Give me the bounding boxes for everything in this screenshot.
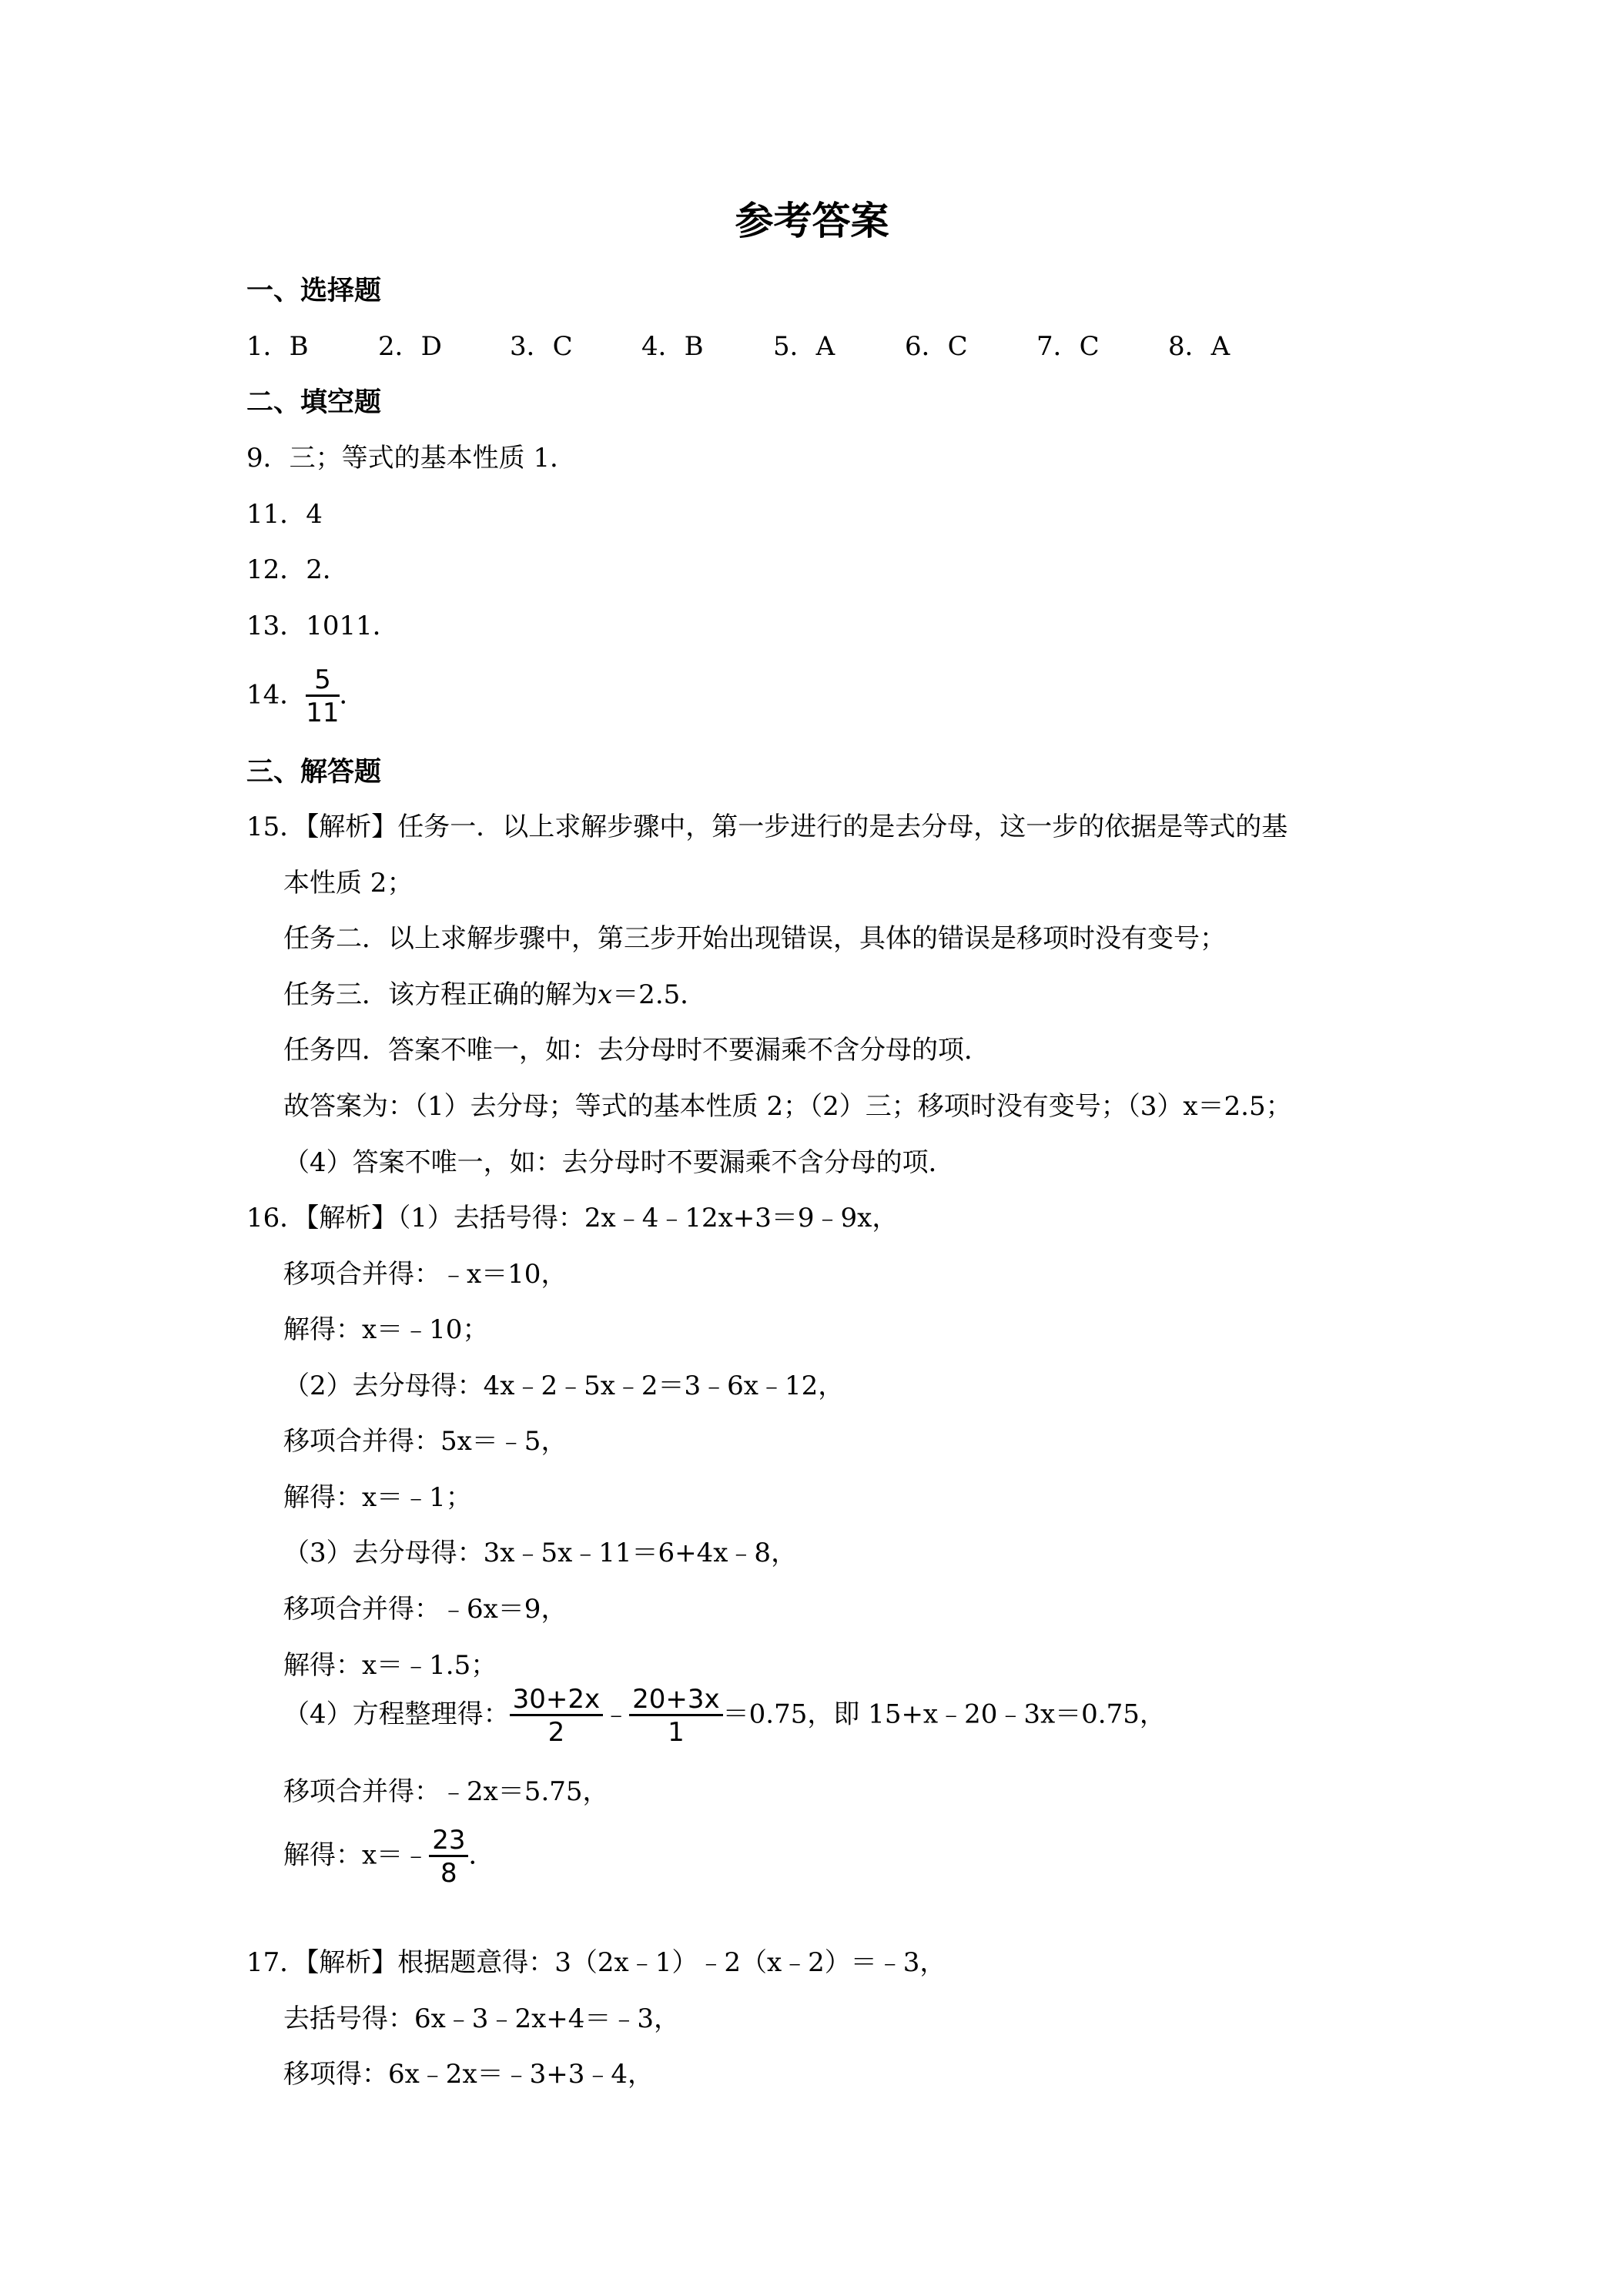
answer-q13: 13．1011． xyxy=(246,611,399,641)
answer-q12: 12．2． xyxy=(246,554,349,585)
fraction-numerator: 20+3x xyxy=(629,1686,723,1716)
minus-sign: ﹣ xyxy=(603,1699,630,1730)
section-heading-solve: 三、解答题 xyxy=(246,756,382,788)
q15-line-7: （4）答案不唯一，如：去分母时不要漏乘不含分母的项． xyxy=(283,1147,955,1178)
answer-7: 7．C xyxy=(1036,331,1100,362)
q15-l4-value: ＝2.5． xyxy=(612,979,707,1010)
section-heading-fill: 二、填空题 xyxy=(246,387,382,418)
answer-q14 xyxy=(246,664,366,728)
q16-line-4: （2）去分母得：4x﹣2﹣5x﹣2＝3﹣6x﹣12， xyxy=(283,1371,845,1401)
q16-line-10 xyxy=(283,1684,1166,1748)
answer-5: 5．A xyxy=(773,331,835,362)
q16-line-12 xyxy=(283,1825,495,1889)
fraction-denominator: 8 xyxy=(440,1858,457,1889)
fraction-denominator: 11 xyxy=(306,698,340,728)
answer-4: 4．B xyxy=(641,331,704,362)
q15-line-3: 任务二．以上求解步骤中，第三步开始出现错误，具体的错误是移项时没有变号； xyxy=(283,923,1226,954)
q16-line-1: 16．【解析】（1）去括号得：2x﹣4﹣12x+3＝9﹣9x， xyxy=(246,1203,899,1233)
fraction-2 xyxy=(629,1684,723,1748)
variable-x: x xyxy=(598,979,613,1010)
q16-line-8: 移项合并得：﹣6x＝9， xyxy=(283,1594,568,1625)
section-heading-choice: 一、选择题 xyxy=(246,275,382,306)
page-title: 参考答案 xyxy=(735,198,889,243)
choice-answers xyxy=(246,333,1300,360)
q15-l4-text: 任务三．该方程正确的解为 xyxy=(283,979,598,1010)
fraction-numerator: 30+2x xyxy=(510,1686,604,1716)
fraction-numerator: 5 xyxy=(306,667,339,697)
answer-6: 6．C xyxy=(905,331,968,362)
q16-line-7: （3）去分母得：3x﹣5x﹣11＝6+4x﹣8， xyxy=(283,1538,798,1568)
q15-line-2: 本性质 2； xyxy=(283,868,414,899)
q16-line-2: 移项合并得：﹣x＝10， xyxy=(283,1259,568,1290)
q16-l12-prefix: 解得：x＝﹣ xyxy=(283,1839,430,1871)
answer-3: 3．C xyxy=(510,331,573,362)
fraction-numerator: 23 xyxy=(429,1827,468,1857)
q17-line-3: 移项得：6x﹣2x＝﹣3+3﹣4， xyxy=(283,2059,654,2090)
answer-2: 2．D xyxy=(378,331,442,362)
q15-line-5: 任务四．答案不唯一，如：去分母时不要漏乘不含分母的项． xyxy=(283,1035,990,1066)
q15-line-4 xyxy=(283,979,707,1010)
fraction-denominator: 1 xyxy=(668,1717,685,1748)
q14-label: 14． xyxy=(246,679,306,711)
fraction-denominator: 2 xyxy=(547,1717,565,1748)
q16-line-3: 解得：x＝﹣10； xyxy=(283,1314,489,1345)
q15-line-6: 故答案为：（1）去分母；等式的基本性质 2；（2）三；移项时没有变号；（3）x＝2.5； xyxy=(283,1091,1292,1122)
q16-line-11: 移项合并得：﹣2x＝5.75， xyxy=(283,1776,609,1807)
answer-q11: 11．4 xyxy=(246,499,323,530)
q17-line-1: 17．【解析】根据题意得：3（2x﹣1）﹣2（x﹣2）＝﹣3， xyxy=(246,1947,946,1978)
q14-fraction xyxy=(306,664,340,728)
q16-l10-prefix: （4）方程整理得： xyxy=(283,1699,510,1730)
q17-line-2: 去括号得：6x﹣3﹣2x+4＝﹣3， xyxy=(283,2003,680,2034)
q16-line-9: 解得：x＝﹣1.5； xyxy=(283,1650,497,1681)
q16-l10-suffix: ＝0.75，即 15+x﹣20﹣3x＝0.75， xyxy=(722,1699,1166,1730)
q16-l12-end: ． xyxy=(468,1839,495,1871)
fraction-1 xyxy=(510,1684,604,1748)
q16-line-6: 解得：x＝﹣1； xyxy=(283,1482,472,1513)
q16-line-5: 移项合并得：5x＝﹣5， xyxy=(283,1426,568,1457)
answer-8: 8．A xyxy=(1168,331,1231,362)
answer-1: 1．B xyxy=(246,331,309,362)
q15-line-1: 15．【解析】任务一．以上求解步骤中，第一步进行的是去分母，这一步的依据是等式的基 xyxy=(246,812,1288,842)
fraction-answer xyxy=(429,1825,468,1889)
answer-q9: 9．三；等式的基本性质 1． xyxy=(246,443,577,474)
q14-end: ． xyxy=(339,679,366,711)
